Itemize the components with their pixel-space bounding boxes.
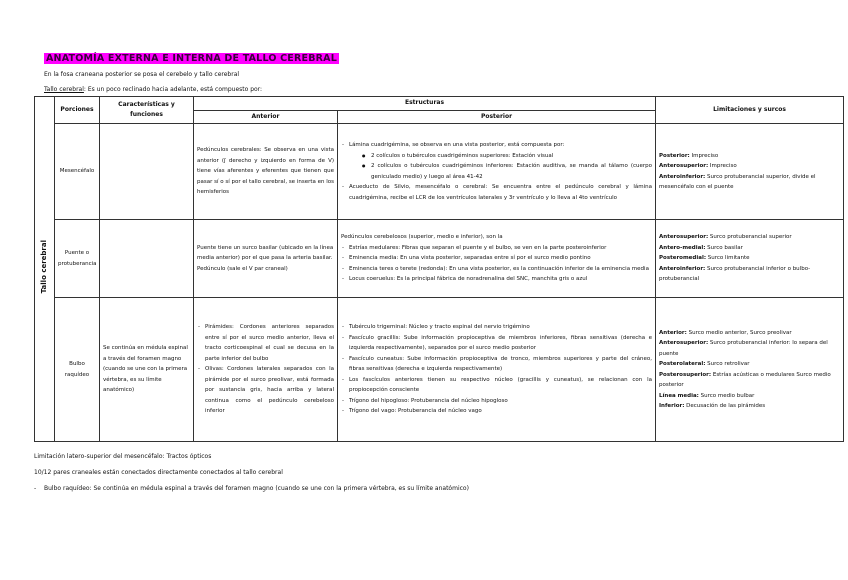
- limit-label: Posterolateral:: [659, 361, 706, 367]
- list-item: - Eminencia teres o terete (redonda): En una vista posterior, es la continuación inferior de la eminencia media: [349, 264, 652, 275]
- posterior-intro: Pedúnculos cerebelosos (superior, medio e inferior), son la: [341, 234, 503, 241]
- footer-note: 10/12 pares craneales están conectados directamente conectados al tallo cerebral: [34, 469, 283, 476]
- header-anterior: Anterior: [194, 110, 338, 124]
- limit-text: Surco limitante: [706, 255, 750, 262]
- bullet-item: ● 2 colículos o tubérculos cuadrigéminos inferiores: Estación auditiva, se manda al tálamo (cuerpo geniculado medio) y luego al área 41-42: [371, 161, 652, 182]
- limit-label: Anterosuperior:: [659, 234, 709, 241]
- table-row-puente: [35, 220, 844, 298]
- document-title: ANATOMÍA EXTERNA E INTERNA DE TALLO CEREBRAL: [46, 53, 337, 64]
- limit-label: Línea media:: [659, 392, 699, 399]
- list-item: - Pirámides: Cordones anteriores separados entre sí por el surco medio anterior, lleva el tracto corticoespinal el cual se decusa en la parte inferior del bulbo: [205, 322, 334, 364]
- intro-line: En la fosa craneana posterior se posa el cerebelo y tallo cerebral: [44, 71, 240, 78]
- list-item: - Fascículo gracillis: Sube información propioceptiva de miembros inferiores, fibras sensitivas (derecha e izquierda respectivamente), separados por el surco medio posterior: [349, 333, 652, 354]
- footer-note: Limitación latero-superior del mesencéfalo: Tractos ópticos: [34, 453, 212, 460]
- limit-text: Impreciso: [708, 163, 737, 169]
- porcion-cell: Puente o protuberancia: [55, 220, 100, 298]
- limit-item: [659, 370, 840, 391]
- list-item: - Eminencia media: En una vista posterior, separadas entre sí por el surco medio pontino: [349, 253, 652, 264]
- limit-label: Posteromedial:: [659, 255, 707, 262]
- limit-label: Posterior:: [659, 152, 690, 159]
- header-porciones: Porciones: [55, 97, 100, 124]
- header-limitaciones: Limitaciones y surcos: [656, 97, 844, 124]
- bullet-item: ● 2 colículos o tubérculos cuadrigéminos superiores: Estación visual: [371, 151, 652, 162]
- limit-text: Surco protuberancial superior: [708, 234, 792, 241]
- side-label: Tallo cerebral: [40, 240, 49, 294]
- list-item: - Tubérculo trigeminal: Núcleo y tracto espinal del nervio trigémino: [349, 322, 652, 333]
- limit-item: [659, 243, 840, 254]
- limitaciones-cell: [656, 124, 844, 220]
- intro-definition-text: : Es un poco reclinado hacia adelante, está compuesto por:: [83, 86, 263, 93]
- limit-item: [659, 161, 840, 172]
- limit-label: Anterior:: [659, 329, 687, 336]
- limit-label: Anterosuperior:: [659, 163, 709, 169]
- table-row-bulbo: [35, 298, 844, 442]
- limit-text: Surco retrolivar: [705, 361, 750, 367]
- list-item: - Olivas: Cordones laterales separados con la pirámide por el surco preolivar, está formada por sustancia gris, hacia arriba y lateral continua como el pedúnculo cerebeloso inferior: [205, 364, 334, 417]
- limit-item: [659, 328, 840, 339]
- limit-item: [659, 401, 840, 412]
- list-item: - Fascículo cuneatus: Sube información propioceptiva de tronco, miembros superiores y parte del cráneo, fibras sensitivas (derecha e izquierda respectivamente): [349, 354, 652, 375]
- caracteristicas-cell: Se continúa en médula espinal a través del foramen magno (cuando se une con la primera vértebra, es su límite anatómico): [100, 298, 194, 442]
- limit-text: Surco protuberancial superior, divide el mesencéfalo con el puente: [659, 173, 816, 190]
- posterior-cell: [338, 298, 656, 442]
- limit-item: [659, 264, 840, 285]
- limit-label: Inferior:: [659, 403, 685, 409]
- list-item: - Acueducto de Silvio, mesencéfalo o cerebral: Se encuentra entre el pedúnculo cerebral y lámina cuadrigémina, recibe el LCR de los ventrículos laterales y 3r ventrículo y lo lleva al 4to ventrículo: [349, 182, 652, 203]
- caracteristicas-cell: [100, 220, 194, 298]
- limit-item: [659, 338, 840, 359]
- limit-item: [659, 151, 840, 162]
- table-row-mesencefalo: [35, 124, 844, 220]
- anterior-cell: Pedúnculos cerebrales: Se observa en una vista anterior (ʃ derecho y izquierdo en forma de V) tiene vías aferentes y eferentes que tienen que pasar sí o sí por el tallo cerebral, se inserta en los hemisferios: [194, 124, 338, 220]
- side-label-cell: [35, 97, 55, 442]
- header-caracteristicas: Características y funciones: [100, 97, 194, 124]
- list-item: - Trígono del vago: Protuberancia del núcleo vago: [349, 406, 652, 417]
- limit-label: Anteroinferior:: [659, 173, 706, 180]
- list-item: [349, 140, 652, 182]
- limit-text: Estrías acústicas o medulares Surco medio posterior: [659, 371, 831, 388]
- limit-text: Surco medio anterior, Surco preolivar: [686, 329, 792, 336]
- limitaciones-cell: [656, 220, 844, 298]
- header-posterior: Posterior: [338, 110, 656, 124]
- caracteristicas-cell: [100, 124, 194, 220]
- porcion-cell: Bulbo raquídeo: [55, 298, 100, 442]
- anterior-cell: Puente tiene un surco basilar (ubicado en la línea media anterior) por el que pasa la arteria basilar. Pedúnculo (sale el V par craneal): [194, 220, 338, 298]
- limit-item: [659, 253, 840, 264]
- list-item: - Estrías medulares: Fibras que separan el puente y el bulbo, se ven en la parte posteroinferior: [349, 243, 652, 254]
- limit-label: Anteroinferior:: [659, 265, 706, 272]
- intro-definition: [44, 86, 262, 94]
- limit-text: Surco protuberancial inferior: lo separa del puente: [659, 340, 828, 357]
- posterior-cell: [338, 220, 656, 298]
- limit-text: Surco protuberancial inferior o bulbo-protuberancial: [659, 265, 811, 283]
- limit-text: Surco medio bulbar: [698, 392, 755, 399]
- list-item: - Los fascículos anteriores tienen su respectivo núcleo (gracillis y cuneatus), se relacionan con la propiocepción consciente: [349, 375, 652, 396]
- limit-label: Anterosuperior:: [659, 340, 709, 346]
- limit-text: Surco basilar: [705, 244, 743, 251]
- limit-item: [659, 391, 840, 402]
- limit-label: Antero-medial:: [659, 244, 706, 251]
- list-item: - Trígono del hipogloso: Protuberancia del núcleo hipogloso: [349, 396, 652, 407]
- limit-item: [659, 232, 840, 243]
- anterior-cell: [194, 298, 338, 442]
- porcion-cell: Mesencéfalo: [55, 124, 100, 220]
- limit-label: Posterosuperior:: [659, 371, 712, 378]
- limitaciones-cell: [656, 298, 844, 442]
- limit-text: Impreciso: [689, 152, 719, 159]
- list-item-text: Lámina cuadrigémina, se observa en una vista posterior, está compuesta por:: [349, 142, 565, 148]
- limit-text: Decusación de las pirámides: [684, 403, 766, 409]
- footer-note: - Bulbo raquídeo: Se continúa en médula espinal a través del foramen magno (cuando se une con la primera vértebra, es su límite anatómico): [34, 485, 469, 493]
- limit-item: [659, 359, 840, 370]
- header-estructuras: Estructuras: [194, 97, 656, 111]
- intro-term: Tallo cerebral: [44, 86, 84, 93]
- list-item: - Locus coeruelus: Es la principal fábrica de noradrenalina del SNC, manchita gris o azul: [349, 274, 652, 285]
- limit-item: [659, 172, 840, 193]
- structures-table: [34, 96, 844, 442]
- posterior-cell: [338, 124, 656, 220]
